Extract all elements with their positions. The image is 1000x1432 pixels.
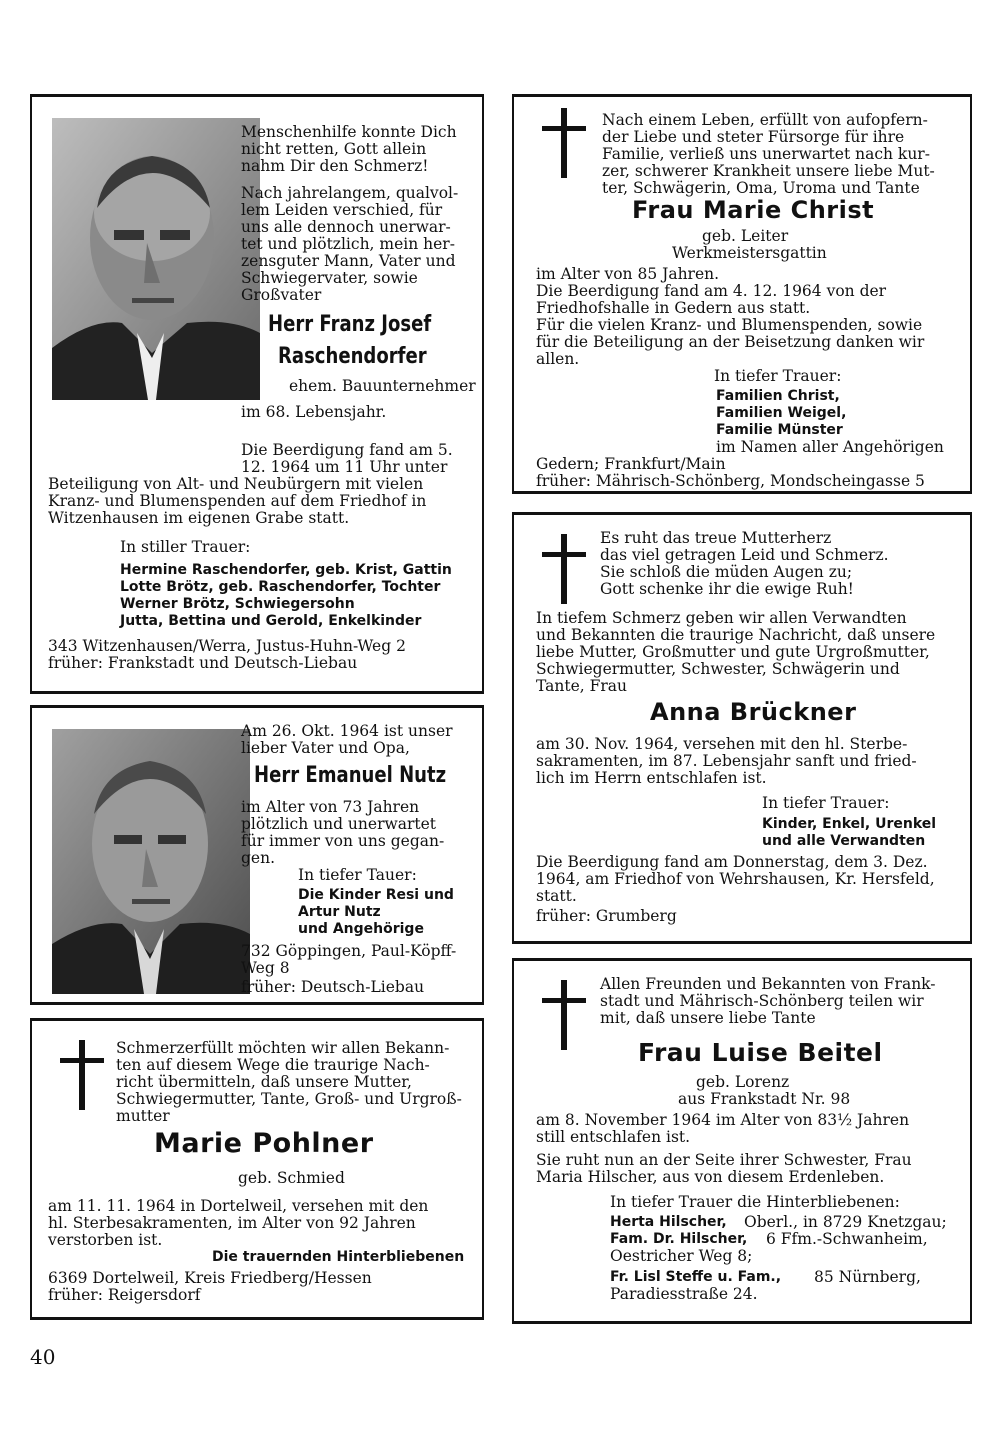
text-line: Schwiegervater, sowie: [241, 269, 418, 287]
text-line: Maria Hilscher, aus von diesem Erdenleben.: [536, 1168, 885, 1186]
mourner-line: und alle Verwandten: [762, 833, 926, 849]
deceased-name: Frau Marie Christ: [632, 196, 875, 224]
mourner-line: und Angehörige: [298, 921, 424, 937]
text-line: allen.: [536, 350, 580, 368]
text-line: stadt und Mährisch-Schönberg teilen wir: [600, 992, 924, 1010]
text-line: lem Leiden verschied, für: [241, 201, 443, 219]
address-line: 732 Göppingen, Paul-Köpff-: [241, 942, 457, 960]
text-line: Beteiligung von Alt- und Neubürgern mit vielen: [48, 475, 424, 493]
text-line: Die Beerdigung fand am Donnerstag, dem 3. Dez.: [536, 853, 928, 871]
text-line: statt.: [536, 887, 577, 905]
mourner-line: Jutta, Bettina und Gerold, Enkelkinder: [120, 613, 422, 629]
text-line: das viel getragen Leid und Schmerz.: [600, 546, 889, 564]
address-line: früher: Reigersdorf: [48, 1286, 201, 1304]
text-line: lich im Herrn entschlafen ist.: [536, 769, 767, 787]
portrait-photo: [52, 729, 250, 994]
text-line: im 68. Lebensjahr.: [241, 403, 387, 421]
text-line: plötzlich und unerwartet: [241, 815, 437, 833]
address-line: Gedern; Frankfurt/Main: [536, 455, 726, 473]
text-line: 1964, am Friedhof von Wehrshausen, Kr. Hersfeld,: [536, 870, 935, 888]
text-line: tet und plötzlich, mein her-: [241, 235, 455, 253]
text-line: In tiefer Trauer:: [714, 367, 842, 385]
page-number: 40: [30, 1345, 56, 1369]
text-line: In tiefem Schmerz geben wir allen Verwandten: [536, 609, 907, 627]
mourner-line: Hermine Raschendorfer, geb. Krist, Gattin: [120, 562, 452, 578]
bottom-rule: [30, 1317, 484, 1320]
mourner-line: Fr. Lisl Steffe u. Fam.,: [610, 1269, 782, 1285]
top-rule: [30, 1018, 484, 1021]
text-line: am 30. Nov. 1964, versehen mit den hl. Sterbe-: [536, 735, 908, 753]
text-line: zensguter Mann, Vater und: [241, 252, 456, 270]
top-rule: [512, 512, 972, 515]
bottom-rule: [512, 491, 972, 494]
text-line: Die Beerdigung fand am 4. 12. 1964 von der: [536, 282, 887, 300]
text-line: Schwiegermutter, Tante, Groß- und Urgroß-: [116, 1090, 462, 1108]
obituary-christ: [512, 94, 972, 494]
mourner-line: Familien Weigel,: [716, 405, 847, 421]
text-line: Witzenhausen im eigenen Grabe statt.: [48, 509, 350, 527]
text-line: zer, schwerer Krankheit unsere liebe Mut-: [602, 162, 935, 180]
mourner-line: Die Kinder Resi und: [298, 887, 454, 903]
text-line: geb. Schmied: [238, 1169, 345, 1187]
top-rule: [512, 958, 972, 961]
text-line: Nach jahrelangem, qualvol-: [241, 184, 459, 202]
text-line: im Alter von 73 Jahren: [241, 798, 420, 816]
text-line: hl. Sterbesakramenten, im Alter von 92 Jahren: [48, 1214, 416, 1232]
bottom-rule: [30, 691, 484, 694]
text-line: 6 Ffm.-Schwanheim,: [766, 1230, 928, 1248]
text-line: ten auf diesem Wege die traurige Nach-: [116, 1056, 430, 1074]
text-line: Großvater: [241, 286, 322, 304]
cross-icon: [542, 534, 586, 604]
text-line: Sie ruht nun an der Seite ihrer Schwester, Frau: [536, 1151, 912, 1169]
text-line: ehem. Bauunternehmer: [289, 377, 476, 395]
text-line: Gott schenke ihr die ewige Ruh!: [600, 580, 854, 598]
text-line: gen.: [241, 849, 276, 867]
address-line: früher: Grumberg: [536, 907, 677, 925]
mourner-line: Kinder, Enkel, Urenkel: [762, 816, 937, 832]
mourner-line: Fam. Dr. Hilscher,: [610, 1231, 748, 1247]
bottom-rule: [512, 1321, 972, 1324]
text-line: Tante, Frau: [536, 677, 628, 695]
text-line: geb. Leiter: [702, 227, 789, 245]
text-line: In stiller Trauer:: [120, 538, 251, 556]
mourner-line: Familien Christ,: [716, 388, 840, 404]
text-line: Allen Freunden und Bekannten von Frank-: [600, 975, 936, 993]
text-line: Oberl., in 8729 Knetzgau;: [744, 1213, 947, 1231]
deceased-name: Herr Franz Josef: [268, 312, 432, 337]
text-line: Schwiegermutter, Schwester, Schwägerin und: [536, 660, 900, 678]
text-line: Nach einem Leben, erfüllt von aufopfern-: [602, 111, 928, 129]
text-line: Schmerzerfüllt möchten wir allen Bekann-: [116, 1039, 450, 1057]
text-line: mutter: [116, 1107, 170, 1125]
address-line: früher: Mährisch-Schönberg, Mondscheingasse 5: [536, 472, 925, 490]
bottom-rule: [512, 941, 972, 944]
obituary-raschendorfer: [30, 94, 484, 694]
mourner-line: Werner Brötz, Schwiegersohn: [120, 596, 355, 612]
deceased-name: Anna Brückner: [650, 698, 857, 726]
address-line: 6369 Dortelweil, Kreis Friedberg/Hessen: [48, 1269, 372, 1287]
text-line: aus Frankstadt Nr. 98: [678, 1090, 851, 1108]
deceased-name: Herr Emanuel Nutz: [254, 763, 447, 788]
text-line: für die Beteiligung an der Beisetzung danken wir: [536, 333, 925, 351]
mourner-line: Lotte Brötz, geb. Raschendorfer, Tochter: [120, 579, 441, 595]
text-line: Es ruht das treue Mutterherz: [600, 529, 832, 547]
text-line: und Bekannten die traurige Nachricht, daß unsere: [536, 626, 936, 644]
text-line: im Alter von 85 Jahren.: [536, 265, 720, 283]
text-line: uns alle dennoch unerwar-: [241, 218, 451, 236]
text-line: am 8. November 1964 im Alter von 83½ Jahren: [536, 1111, 910, 1129]
obituary-beitel: [512, 958, 972, 1324]
text-line: still entschlafen ist.: [536, 1128, 691, 1146]
text-line: ter, Schwägerin, Oma, Uroma und Tante: [602, 179, 920, 197]
obituary-nutz: [30, 705, 484, 1005]
text-line: lieber Vater und Opa,: [241, 739, 410, 757]
text-line: für immer von uns gegan-: [241, 832, 445, 850]
text-line: Menschenhilfe konnte Dich: [241, 123, 457, 141]
text-line: In tiefer Tauer:: [298, 866, 417, 884]
top-rule: [30, 705, 484, 708]
deceased-name: Raschendorfer: [278, 344, 427, 369]
address-line: früher: Frankstadt und Deutsch-Liebau: [48, 654, 358, 672]
cross-icon: [60, 1040, 104, 1110]
text-line: am 11. 11. 1964 in Dortelweil, versehen mit den: [48, 1197, 429, 1215]
deceased-name: Marie Pohlner: [154, 1128, 374, 1159]
text-line: mit, daß unsere liebe Tante: [600, 1009, 816, 1027]
top-rule: [512, 94, 972, 97]
obituary-brueckner: [512, 512, 972, 944]
text-line: geb. Lorenz: [696, 1073, 790, 1091]
text-line: Für die vielen Kranz- und Blumenspenden, sowie: [536, 316, 923, 334]
text-line: nahm Dir den Schmerz!: [241, 157, 429, 175]
address-line: Weg 8: [241, 959, 290, 977]
address-line: 343 Witzenhausen/Werra, Justus-Huhn-Weg 2: [48, 637, 406, 655]
text-line: In tiefer Trauer die Hinterbliebenen:: [610, 1193, 900, 1211]
text-line: Werkmeistersgattin: [672, 244, 827, 262]
deceased-name: Frau Luise Beitel: [638, 1038, 883, 1067]
text-line: verstorben ist.: [48, 1231, 163, 1249]
top-rule: [30, 94, 484, 97]
obituary-pohlner: [30, 1018, 484, 1320]
mourner-line: Artur Nutz: [298, 904, 381, 920]
mourner-line: Herta Hilscher,: [610, 1214, 727, 1230]
text-line: nicht retten, Gott allein: [241, 140, 427, 158]
text-line: 85 Nürnberg,: [814, 1268, 921, 1286]
mourner-line: Die trauernden Hinterbliebenen: [212, 1249, 465, 1265]
text-line: richt übermitteln, daß unsere Mutter,: [116, 1073, 412, 1091]
text-line: liebe Mutter, Großmutter und gute Urgroßmutter,: [536, 643, 930, 661]
text-line: Die Beerdigung fand am 5.: [241, 441, 453, 459]
cross-icon: [542, 980, 586, 1050]
text-line: Paradiesstraße 24.: [610, 1285, 758, 1303]
cross-icon: [542, 108, 586, 178]
text-line: Friedhofshalle in Gedern aus statt.: [536, 299, 811, 317]
text-line: im Namen aller Angehörigen: [716, 438, 944, 456]
address-line: früher: Deutsch-Liebau: [241, 978, 425, 996]
text-line: In tiefer Trauer:: [762, 794, 890, 812]
text-line: Kranz- und Blumenspenden auf dem Friedhof in: [48, 492, 427, 510]
text-line: Am 26. Okt. 1964 ist unser: [241, 722, 453, 740]
text-line: Oestricher Weg 8;: [610, 1247, 753, 1265]
text-line: 12. 1964 um 11 Uhr unter: [241, 458, 448, 476]
text-line: sakramenten, im 87. Lebensjahr sanft und fried-: [536, 752, 917, 770]
text-line: Familie, verließ uns unerwartet nach kur-: [602, 145, 930, 163]
text-line: der Liebe und steter Fürsorge für ihre: [602, 128, 905, 146]
mourner-line: Familie Münster: [716, 422, 843, 438]
portrait-photo: [52, 118, 260, 400]
text-line: Sie schloß die müden Augen zu;: [600, 563, 853, 581]
bottom-rule: [30, 1002, 484, 1005]
